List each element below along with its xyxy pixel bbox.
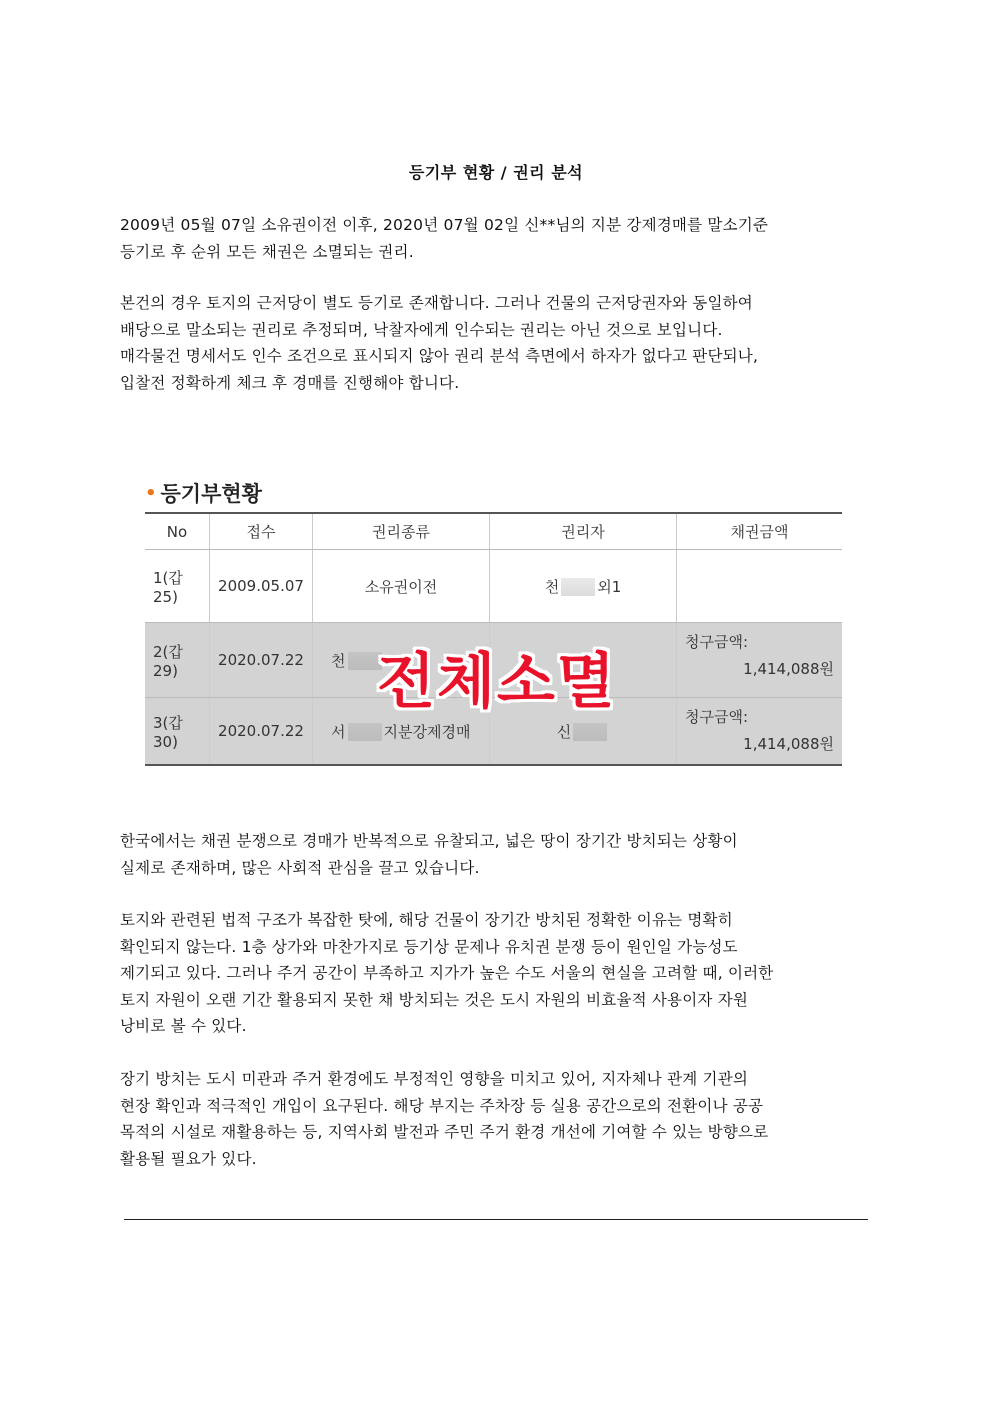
paragraph-analysis (120, 290, 880, 396)
text-line: 활용될 필요가 있다. (120, 1149, 257, 1168)
paragraph-context (120, 828, 880, 881)
registry-heading (145, 478, 845, 510)
text-line: 목적의 시설로 재활용하는 등, 지역사회 발전과 주민 주거 환경 개선에 기여할 수 있는 방향으로 (120, 1123, 769, 1141)
registry-heading-label: 등기부현황 (160, 482, 262, 506)
amount-value: 1,414,088원 (743, 660, 834, 678)
text-line: 등기로 후 순위 모든 채권은 소멸되는 권리. (120, 242, 414, 261)
col-header-type: 권리종류 (313, 513, 490, 550)
amount-label: 청구금액: (685, 633, 749, 651)
paragraph-intro (120, 212, 880, 265)
text-line: 배당으로 말소되는 권리로 추정되며, 낙찰자에게 인수되는 권리는 아닌 것으로 보입니다. (120, 320, 723, 339)
paragraph-recommendation (120, 1066, 880, 1172)
cell-amount (677, 623, 843, 698)
type-text-start: 서 (331, 722, 346, 741)
bullet-dot-icon: • (145, 483, 157, 504)
cell-amount (677, 550, 843, 623)
text-line: 2009년 05월 07일 소유권이전 이후, 2020년 07월 02일 신**님의 지분 강제경매를 말소기준 (120, 216, 769, 234)
horizontal-divider (124, 1219, 868, 1220)
text-line: 입찰전 정확하게 체크 후 경매를 진행해야 합니다. (120, 373, 460, 392)
registry-section (145, 478, 845, 766)
text-line: 토지 자원이 오랜 기간 활용되지 못한 채 방치되는 것은 도시 자원의 비효율적 사용이자 자원 (120, 990, 749, 1009)
cell-holder (490, 550, 677, 623)
text-line: 토지와 관련된 법적 구조가 복잡한 탓에, 해당 건물이 장기간 방치된 정확한 이유는 명확히 (120, 911, 733, 929)
table-row (145, 550, 842, 623)
cell-no: 3(갑30) (145, 698, 210, 766)
holder-name-start: 신 (556, 722, 572, 741)
cell-type: 소유권이전 (313, 550, 490, 623)
text-line: 실제로 존재하며, 많은 사회적 관심을 끌고 있습니다. (120, 858, 480, 877)
text-line: 낭비로 볼 수 있다. (120, 1017, 247, 1035)
text-line: 본건의 경우 토지의 근저당이 별도 등기로 존재합니다. 그러나 건물의 근저당권자와 동일하여 (120, 294, 753, 312)
redaction-block (561, 578, 595, 596)
col-header-no: No (145, 513, 210, 550)
col-header-date: 접수 (210, 513, 313, 550)
paragraph-structure (120, 907, 880, 1040)
col-header-amount: 채권금액 (677, 513, 843, 550)
text-line: 확인되지 않는다. 1층 상가와 마찬가지로 등기상 문제나 유치권 분쟁 등이 원인일 가능성도 (120, 937, 738, 956)
text-line: 장기 방치는 도시 미관과 주거 환경에도 부정적인 영향을 미치고 있어, 지자체나 관계 기관의 (120, 1070, 749, 1088)
redaction-block (573, 723, 607, 741)
text-line: 매각물건 명세서도 인수 조건으로 표시되지 않아 권리 분석 측면에서 하자가 없다고 판단되나, (120, 347, 759, 365)
amount-value: 1,414,088원 (743, 735, 834, 753)
text-line: 제기되고 있다. 그러나 주거 공간이 부족하고 지가가 높은 수도 서울의 현실을 고려할 때, 이러한 (120, 964, 774, 982)
type-text-end: 지분강제경매 (383, 722, 471, 741)
cell-amount (677, 698, 843, 766)
page-title: 등기부 현황 / 권리 분석 (408, 163, 584, 182)
cell-no: 1(갑25) (145, 550, 210, 623)
redaction-block (348, 723, 382, 741)
col-header-holder: 권리자 (490, 513, 677, 550)
cell-date: 2020.07.22 (210, 623, 313, 698)
holder-name-start: 천 (544, 577, 560, 596)
text-line: 한국에서는 채권 분쟁으로 경매가 반복적으로 유찰되고, 넓은 땅이 장기간 방치되는 상황이 (120, 832, 738, 850)
cell-no: 2(갑29) (145, 623, 210, 698)
amount-label: 청구금액: (685, 708, 749, 726)
cell-date: 2020.07.22 (210, 698, 313, 766)
table-header-row (145, 513, 842, 550)
type-text-start: 천 (331, 651, 346, 670)
text-line: 현장 확인과 적극적인 개입이 요구된다. 해당 부지는 주차장 등 실용 공간으로의 전환이나 공공 (120, 1096, 764, 1115)
extinguished-stamp: 전체소멸 (377, 647, 617, 717)
cell-date: 2009.05.07 (210, 550, 313, 623)
holder-name-end: 외1 (597, 577, 622, 596)
